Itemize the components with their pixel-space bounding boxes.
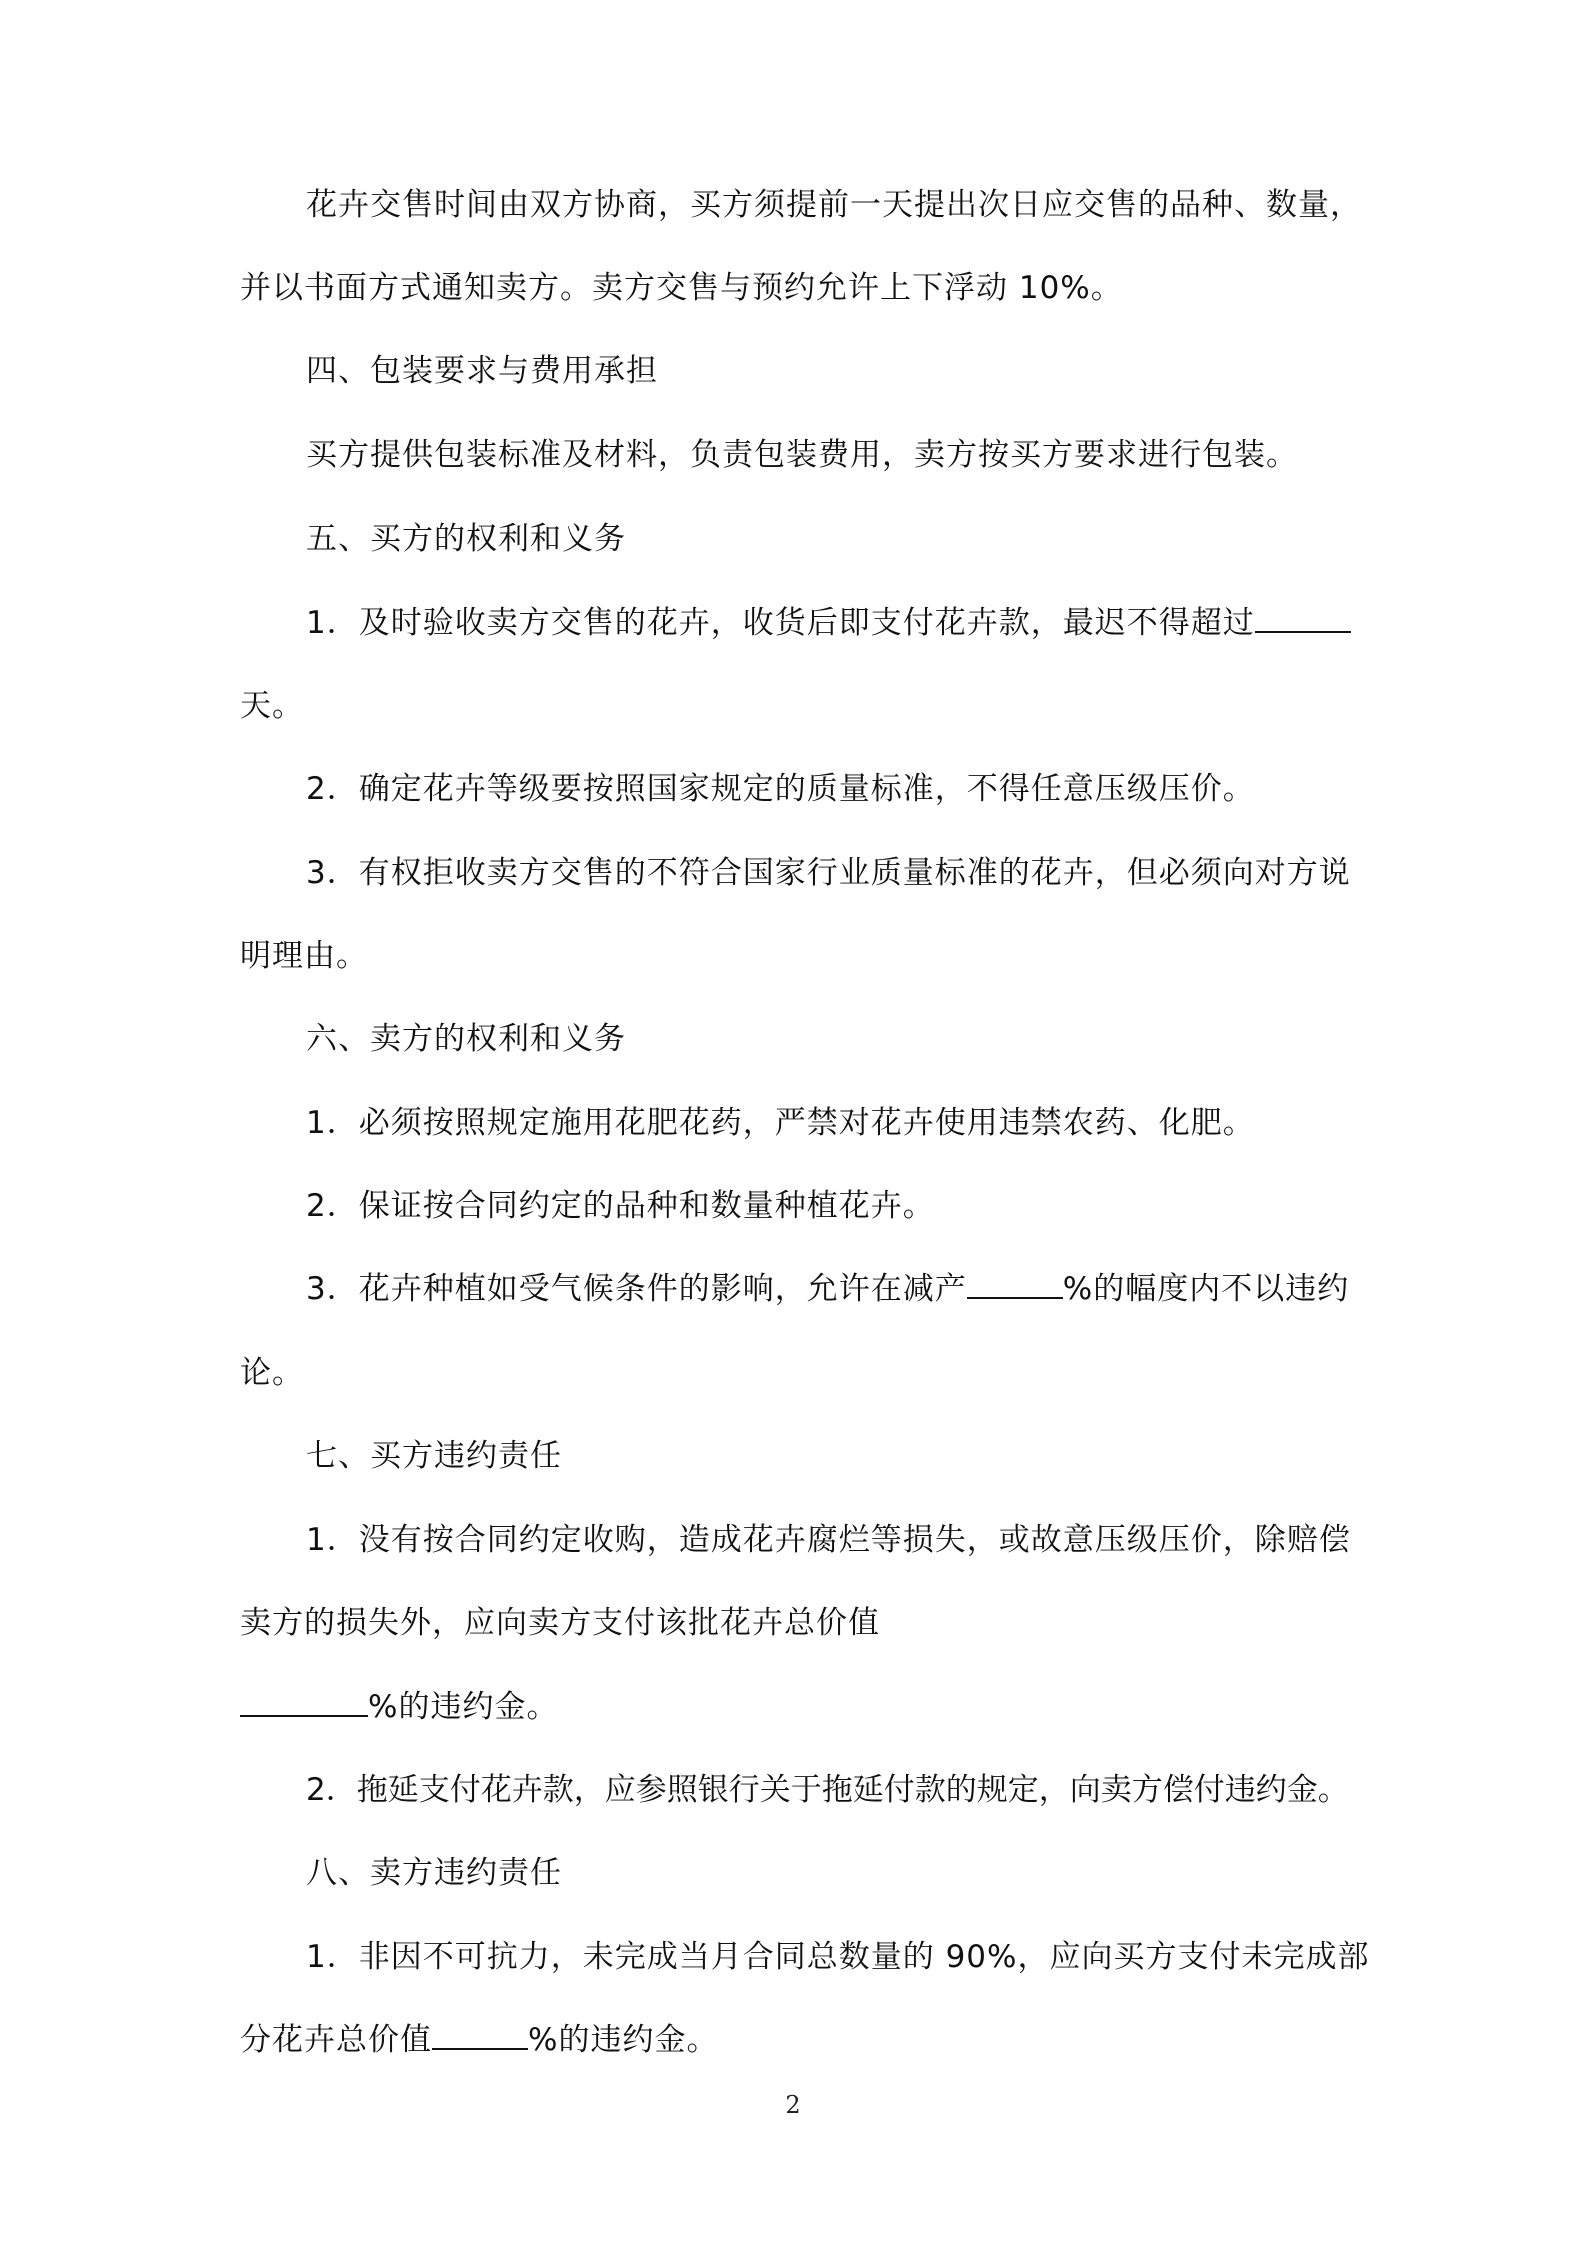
clause-7-1-line-2: 卖方的损失外，应向卖方支付该批花卉总价值 bbox=[240, 1605, 880, 1641]
clause-8-1-line-1: 1．非因不可抗力，未完成当月合同总数量的 90%，应向买方支付未完成部 bbox=[306, 1939, 1370, 1975]
clause-5-2: 2．确定花卉等级要按照国家规定的质量标准，不得任意压级压价。 bbox=[306, 771, 1255, 807]
fill-blank-reduction-percent[interactable] bbox=[967, 1267, 1063, 1299]
clause-8-1-text-before: 分花卉总价值 bbox=[240, 2022, 432, 2058]
clause-5-1-line-1 bbox=[306, 601, 1426, 645]
clause-5-3-line-2: 明理由。 bbox=[240, 938, 368, 974]
paragraph-delivery-time-line-1: 花卉交售时间由双方协商，买方须提前一天提出次日应交售的品种、数量， bbox=[306, 187, 1362, 223]
heading-section-5: 五、买方的权利和义务 bbox=[306, 521, 626, 557]
clause-6-3-line-1 bbox=[306, 1267, 1426, 1311]
heading-section-4: 四、包装要求与费用承担 bbox=[306, 353, 658, 389]
clause-5-1-line-2: 天。 bbox=[240, 688, 304, 724]
clause-5-1-text: 1．及时验收卖方交售的花卉，收货后即支付花卉款，最迟不得超过 bbox=[306, 605, 1255, 641]
heading-section-6: 六、卖方的权利和义务 bbox=[306, 1021, 626, 1057]
fill-blank-penalty-percent[interactable] bbox=[240, 1685, 368, 1717]
clause-7-1-line-3 bbox=[240, 1685, 1360, 1729]
clause-6-3-line-2: 论。 bbox=[240, 1355, 304, 1391]
clause-6-3-text-after: %的幅度内不以违约 bbox=[1062, 1271, 1350, 1307]
fill-blank-unfulfilled-percent[interactable] bbox=[432, 2018, 528, 2050]
clause-5-3-line-1: 3．有权拒收卖方交售的不符合国家行业质量标准的花卉，但必须向对方说 bbox=[306, 855, 1351, 891]
clause-7-1-text-after: %的违约金。 bbox=[368, 1689, 559, 1725]
clause-6-1: 1．必须按照规定施用花肥花药，严禁对花卉使用违禁农药、化肥。 bbox=[306, 1105, 1255, 1141]
page-number: 2 bbox=[785, 2091, 801, 2119]
clause-7-1-line-1: 1．没有按合同约定收购，造成花卉腐烂等损失，或故意压级压价，除赔偿 bbox=[306, 1522, 1351, 1558]
clause-8-1-text-after: %的违约金。 bbox=[528, 2022, 719, 2058]
paragraph-packaging: 买方提供包装标准及材料，负责包装费用，卖方按买方要求进行包装。 bbox=[306, 437, 1298, 473]
heading-section-7: 七、买方违约责任 bbox=[306, 1438, 562, 1474]
clause-8-1-line-2 bbox=[240, 2018, 1360, 2062]
paragraph-delivery-time-line-2: 并以书面方式通知卖方。卖方交售与预约允许上下浮动 10%。 bbox=[240, 270, 1123, 306]
clause-6-3-text-before: 3．花卉种植如受气候条件的影响，允许在减产 bbox=[306, 1271, 967, 1307]
clause-7-2: 2．拖延支付花卉款，应参照银行关于拖延付款的规定，向卖方偿付违约金。 bbox=[306, 1772, 1349, 1808]
heading-section-8: 八、卖方违约责任 bbox=[306, 1855, 562, 1891]
fill-blank-days[interactable] bbox=[1255, 601, 1351, 633]
clause-6-2: 2．保证按合同约定的品种和数量种植花卉。 bbox=[306, 1188, 935, 1224]
